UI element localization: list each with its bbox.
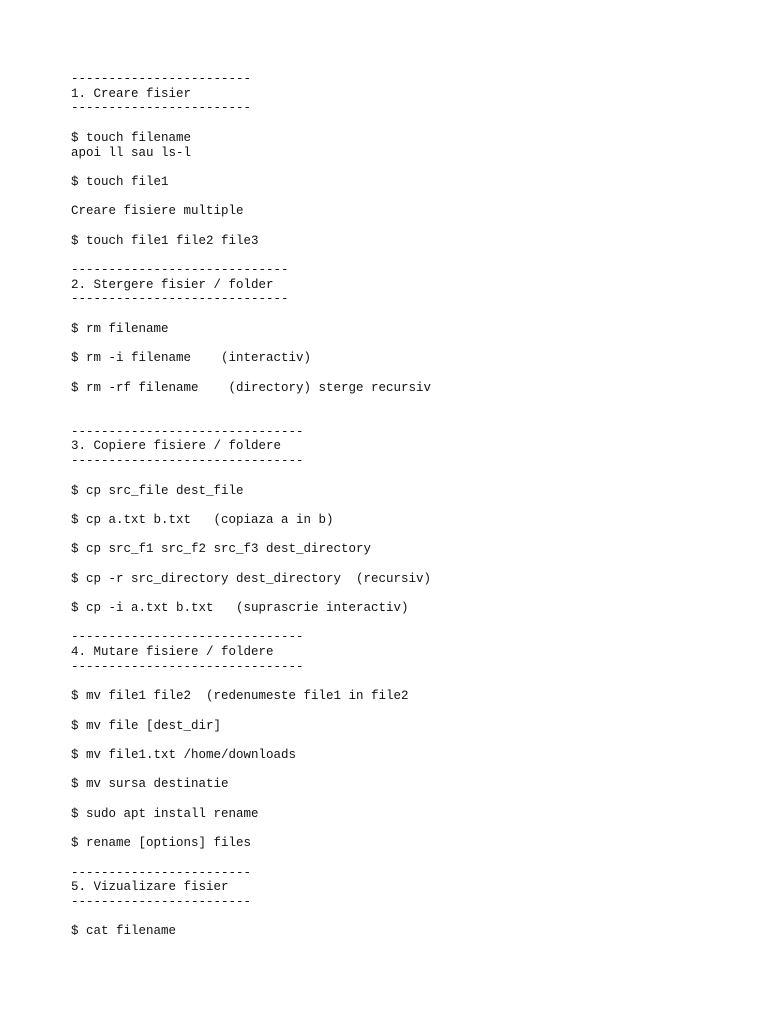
blank-line [71,822,731,837]
command-line: $ rename [options] files [71,836,252,851]
blank-line [71,395,731,410]
section-separator: ------------------------------- [71,424,304,439]
blank-line [71,586,731,601]
section-separator: ----------------------------- [71,263,289,278]
blank-line [71,410,731,425]
command-line: $ touch filename [71,130,192,145]
command-line: $ mv file1.txt /home/downloads [71,748,297,763]
document-body [71,72,731,939]
section-separator: ------------------------------- [71,454,304,469]
section-separator: ------------------------ [71,895,252,910]
command-line: $ cp src_file dest_file [71,483,244,498]
section-heading-copiere: 3. Copiere fisiere / foldere [71,439,282,454]
section-separator: ------------------------ [71,72,252,86]
section-heading-stergere: 2. Stergere fisier / folder [71,277,274,292]
command-line: $ touch file1 [71,174,169,189]
command-line: $ cp -r src_directory dest_directory (recursiv) [71,571,432,586]
blank-line [71,616,731,631]
blank-line [71,248,731,263]
blank-line [71,792,731,807]
section-heading-mutare: 4. Mutare fisiere / foldere [71,645,274,660]
command-line: $ cp a.txt b.txt (copiaza a in b) [71,512,334,527]
command-line: $ mv file [dest_dir] [71,718,222,733]
blank-line [71,190,731,205]
blank-line [71,528,731,543]
text-line: apoi ll sau ls-l [71,145,192,160]
command-line: $ rm -rf filename (directory) sterge recursiv [71,380,432,395]
blank-line [71,219,731,234]
command-line: $ cp src_f1 src_f2 src_f3 dest_directory [71,542,372,557]
command-line: $ touch file1 file2 file3 [71,233,259,248]
command-line: $ rm -i filename (interactiv) [71,351,312,366]
blank-line [71,116,731,131]
section-separator: ------------------------------- [71,659,304,674]
command-line: $ cp -i a.txt b.txt (suprascrie interactiv) [71,601,409,616]
section-separator: ----------------------------- [71,292,289,307]
blank-line [71,366,731,381]
section-heading-vizualizare: 5. Vizualizare fisier [71,880,229,895]
section-separator: ------------------------ [71,101,252,116]
blank-line [71,498,731,513]
blank-line [71,733,731,748]
command-line: $ mv file1 file2 (redenumeste file1 in file2 [71,689,409,704]
blank-line [71,557,731,572]
section-heading-creare-fisier: 1. Creare fisier [71,86,192,101]
blank-line [71,851,731,866]
command-line: $ rm filename [71,321,169,336]
blank-line [71,910,731,925]
blank-line [71,675,731,690]
blank-line [71,160,731,175]
command-line: $ cat filename [71,924,177,939]
command-line: $ sudo apt install rename [71,806,259,821]
text-line: Creare fisiere multiple [71,204,244,219]
blank-line [71,704,731,719]
blank-line [71,763,731,778]
blank-line [71,307,731,322]
blank-line [71,337,731,352]
command-line: $ mv sursa destinatie [71,777,229,792]
section-separator: ------------------------ [71,865,252,880]
blank-line [71,469,731,484]
section-separator: ------------------------------- [71,630,304,645]
